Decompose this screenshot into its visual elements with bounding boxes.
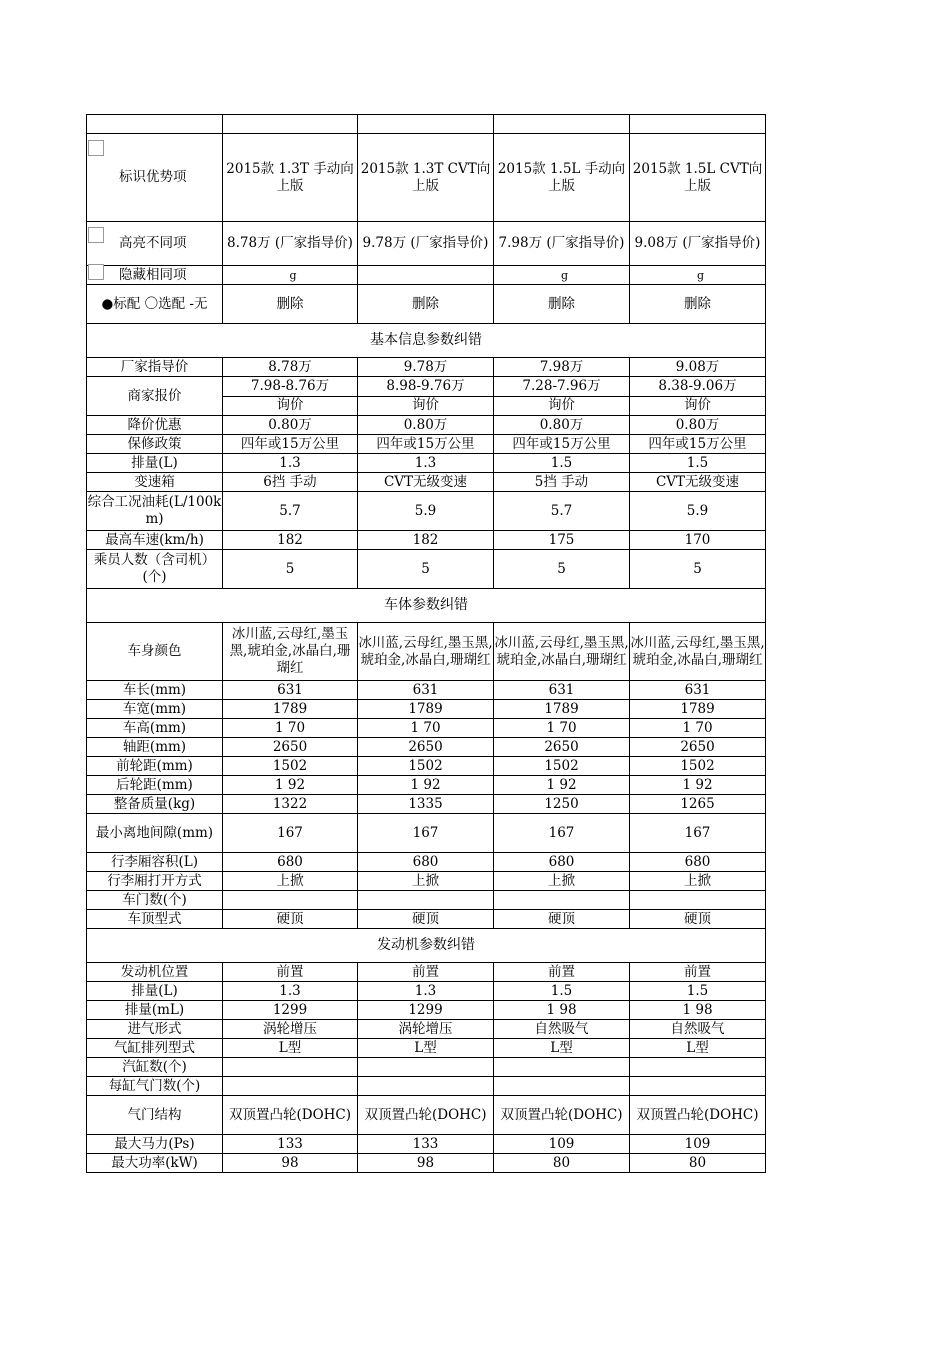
spec-value: 自然吸气	[630, 1020, 766, 1039]
model-price: 7.98万 (厂家指导价)	[494, 222, 630, 266]
spec-value: 1299	[358, 1001, 494, 1020]
spec-value: 109	[630, 1135, 766, 1154]
model-name: 2015款 1.5L CVT向上版	[630, 134, 766, 222]
spec-value: L型	[630, 1039, 766, 1058]
spec-value: 133	[223, 1135, 358, 1154]
blank-cell	[87, 115, 223, 134]
legend-label: ●标配 〇选配 -无	[87, 285, 223, 324]
spec-label: 车身颜色	[87, 623, 223, 681]
spec-label: 商家报价	[87, 377, 223, 416]
spec-row	[87, 1001, 766, 1020]
spec-value: 冰川蓝,云母红,墨玉黑,琥珀金,冰晶白,珊瑚红	[223, 623, 358, 681]
delete-button[interactable]: 删除	[494, 285, 630, 324]
model-name: 2015款 1.3T CVT向上版	[358, 134, 494, 222]
spec-label: 行李厢容积(L)	[87, 853, 223, 872]
spec-label: 气缸排列型式	[87, 1039, 223, 1058]
spec-value: 硬顶	[358, 910, 494, 929]
highlight-label-cell	[87, 222, 223, 266]
spec-row	[87, 795, 766, 814]
spec-label: 车长(mm)	[87, 681, 223, 700]
spec-value: 631	[223, 681, 358, 700]
spec-row	[87, 700, 766, 719]
spec-value: 1.5	[630, 982, 766, 1001]
highlight-checkbox[interactable]	[88, 227, 104, 243]
spec-row	[87, 1135, 766, 1154]
spec-value: 1502	[223, 757, 358, 776]
spec-value: 5	[223, 550, 358, 589]
spec-value: 1789	[223, 700, 358, 719]
inquiry-link[interactable]: 询价	[223, 396, 358, 416]
spec-value: 双顶置凸轮(DOHC)	[494, 1096, 630, 1135]
spec-label: 最大马力(Ps)	[87, 1135, 223, 1154]
spec-label: 排量(L)	[87, 454, 223, 473]
spec-value: 9.78万	[358, 358, 494, 377]
spec-value: 5	[494, 550, 630, 589]
spec-row	[87, 1039, 766, 1058]
spec-value: 四年或15万公里	[494, 435, 630, 454]
spec-row	[87, 358, 766, 377]
spec-value: 0.80万	[630, 416, 766, 435]
spec-value: 1299	[223, 1001, 358, 1020]
spec-value: 0.80万	[223, 416, 358, 435]
spec-label: 变速箱	[87, 473, 223, 492]
model-price: 8.78万 (厂家指导价)	[223, 222, 358, 266]
spec-value: 5.9	[358, 492, 494, 531]
blank-cell	[223, 115, 358, 134]
spec-value: 1789	[630, 700, 766, 719]
spec-value: 5	[630, 550, 766, 589]
spec-value	[630, 1077, 766, 1096]
spec-value: 前置	[358, 963, 494, 982]
spec-value: 631	[494, 681, 630, 700]
spec-value: 四年或15万公里	[630, 435, 766, 454]
spec-value: 硬顶	[494, 910, 630, 929]
spec-row	[87, 872, 766, 891]
spec-value	[630, 891, 766, 910]
spec-value: 冰川蓝,云母红,墨玉黑,琥珀金,冰晶白,珊瑚红	[358, 623, 494, 681]
spec-value: 5挡 手动	[494, 473, 630, 492]
hide-label: 隐藏相同项	[119, 266, 187, 283]
spec-value: 167	[494, 814, 630, 853]
spec-row	[87, 891, 766, 910]
spec-value: 1502	[358, 757, 494, 776]
spec-value: 硬顶	[223, 910, 358, 929]
spec-value: 1789	[494, 700, 630, 719]
spec-table	[86, 114, 766, 1173]
spec-value	[358, 1058, 494, 1077]
spec-value: 631	[630, 681, 766, 700]
delete-button[interactable]: 删除	[630, 285, 766, 324]
spec-label: 降价优惠	[87, 416, 223, 435]
inquiry-link[interactable]: 询价	[358, 396, 494, 416]
spec-value: 0.80万	[494, 416, 630, 435]
spec-value: 1 92	[630, 776, 766, 795]
model-name: 2015款 1.3T 手动向上版	[223, 134, 358, 222]
spec-value: 1 70	[630, 719, 766, 738]
spec-label: 前轮距(mm)	[87, 757, 223, 776]
spec-value: 涡轮增压	[358, 1020, 494, 1039]
spec-value: 680	[630, 853, 766, 872]
hide-same-checkbox[interactable]	[88, 264, 104, 280]
spec-row	[87, 454, 766, 473]
spec-label: 轴距(mm)	[87, 738, 223, 757]
spec-value: 1502	[494, 757, 630, 776]
spec-value: 上掀	[223, 872, 358, 891]
model-price: 9.78万 (厂家指导价)	[358, 222, 494, 266]
spec-value: 680	[494, 853, 630, 872]
hide-label-cell	[87, 266, 223, 285]
spec-row	[87, 738, 766, 757]
spec-row	[87, 1096, 766, 1135]
spec-value: 2650	[358, 738, 494, 757]
spec-value: 1322	[223, 795, 358, 814]
spec-label: 车顶型式	[87, 910, 223, 929]
spec-value: 2650	[223, 738, 358, 757]
model-name: 2015款 1.5L 手动向上版	[494, 134, 630, 222]
spec-row	[87, 623, 766, 681]
spec-value: 680	[223, 853, 358, 872]
spec-value: 前置	[223, 963, 358, 982]
spec-value	[358, 891, 494, 910]
spec-label: 最高车速(km/h)	[87, 531, 223, 550]
spec-value: 7.28-7.96万	[494, 377, 630, 397]
spec-label: 排量(L)	[87, 982, 223, 1001]
spec-label: 车门数(个)	[87, 891, 223, 910]
legend-row	[87, 285, 766, 324]
spec-value: 前置	[630, 963, 766, 982]
spec-value: CVT无级变速	[358, 473, 494, 492]
spec-value	[494, 1058, 630, 1077]
highlight-label: 高亮不同项	[119, 235, 187, 251]
spec-value: 167	[358, 814, 494, 853]
section-title: 发动机参数纠错	[87, 929, 766, 963]
spec-label: 每缸气门数(个)	[87, 1077, 223, 1096]
spec-value: 5.7	[494, 492, 630, 531]
delete-button[interactable]: 删除	[358, 285, 494, 324]
spec-label: 气门结构	[87, 1096, 223, 1135]
spec-value: 1.5	[494, 982, 630, 1001]
spec-row	[87, 776, 766, 795]
model-mark: g	[223, 266, 358, 285]
spec-row	[87, 416, 766, 435]
spec-label: 综合工况油耗(L/100km)	[87, 492, 223, 531]
spec-value: 680	[358, 853, 494, 872]
spec-value: 1.5	[494, 454, 630, 473]
spec-value: 8.38-9.06万	[630, 377, 766, 397]
spec-value	[494, 1077, 630, 1096]
advantage-label-cell	[87, 134, 223, 222]
spec-row	[87, 1077, 766, 1096]
spec-row	[87, 1058, 766, 1077]
spec-value: 98	[223, 1154, 358, 1173]
spec-value: 1.3	[223, 454, 358, 473]
spec-value	[223, 891, 358, 910]
model-price-row	[87, 222, 766, 266]
top-blank-row	[87, 115, 766, 134]
spec-value: 7.98万	[494, 358, 630, 377]
spec-value: 0.80万	[358, 416, 494, 435]
spec-value: 上掀	[358, 872, 494, 891]
section-title: 车体参数纠错	[87, 589, 766, 623]
spec-row	[87, 814, 766, 853]
spec-row	[87, 377, 766, 397]
spec-value: 自然吸气	[494, 1020, 630, 1039]
spec-label: 保修政策	[87, 435, 223, 454]
section-title: 基本信息参数纠错	[87, 324, 766, 358]
spec-label: 乘员人数（含司机）(个)	[87, 550, 223, 589]
blank-cell	[358, 115, 494, 134]
spec-label: 排量(mL)	[87, 1001, 223, 1020]
section-header-row	[87, 929, 766, 963]
spec-row	[87, 757, 766, 776]
spec-label: 进气形式	[87, 1020, 223, 1039]
spec-value: 631	[358, 681, 494, 700]
spec-value: 5.7	[223, 492, 358, 531]
spec-value: 上掀	[630, 872, 766, 891]
spec-value: 1.3	[358, 982, 494, 1001]
spec-row	[87, 1154, 766, 1173]
spec-label: 车高(mm)	[87, 719, 223, 738]
spec-value	[223, 1077, 358, 1096]
inquiry-link[interactable]: 询价	[494, 396, 630, 416]
spec-label: 后轮距(mm)	[87, 776, 223, 795]
delete-button[interactable]: 删除	[223, 285, 358, 324]
spec-value: 双顶置凸轮(DOHC)	[630, 1096, 766, 1135]
spec-value: 80	[494, 1154, 630, 1173]
spec-value: 1789	[358, 700, 494, 719]
spec-label: 厂家指导价	[87, 358, 223, 377]
spec-value	[223, 1058, 358, 1077]
spec-label: 最大功率(kW)	[87, 1154, 223, 1173]
spec-value: 7.98-8.76万	[223, 377, 358, 397]
spec-row	[87, 719, 766, 738]
spec-value: 133	[358, 1135, 494, 1154]
spec-label: 最小离地间隙(mm)	[87, 814, 223, 853]
spec-row	[87, 531, 766, 550]
spec-value: 170	[630, 531, 766, 550]
model-mark: g	[630, 266, 766, 285]
advantage-label: 标识优势项	[119, 169, 187, 185]
spec-value: 1.5	[630, 454, 766, 473]
spec-value: 1 92	[494, 776, 630, 795]
section-header-row	[87, 324, 766, 358]
spec-value: 2650	[630, 738, 766, 757]
spec-row	[87, 473, 766, 492]
spec-value: 6挡 手动	[223, 473, 358, 492]
section-header-row	[87, 589, 766, 623]
spec-value: 1 70	[494, 719, 630, 738]
spec-label: 行李厢打开方式	[87, 872, 223, 891]
spec-row	[87, 1020, 766, 1039]
inquiry-link[interactable]: 询价	[630, 396, 766, 416]
blank-cell	[630, 115, 766, 134]
spec-value: 5.9	[630, 492, 766, 531]
spec-value: 硬顶	[630, 910, 766, 929]
spec-value: 182	[223, 531, 358, 550]
spec-value: 四年或15万公里	[223, 435, 358, 454]
spec-value: 1 70	[223, 719, 358, 738]
spec-value: 98	[358, 1154, 494, 1173]
spec-value: 涡轮增压	[223, 1020, 358, 1039]
spec-value: 109	[494, 1135, 630, 1154]
spec-label: 车宽(mm)	[87, 700, 223, 719]
spec-label: 整备质量(kg)	[87, 795, 223, 814]
spec-row	[87, 910, 766, 929]
spec-value: 1 98	[494, 1001, 630, 1020]
blank-cell	[494, 115, 630, 134]
spec-value: 四年或15万公里	[358, 435, 494, 454]
spec-row	[87, 963, 766, 982]
spec-value: 双顶置凸轮(DOHC)	[358, 1096, 494, 1135]
spec-row	[87, 550, 766, 589]
spec-value: 167	[630, 814, 766, 853]
spec-value: 1250	[494, 795, 630, 814]
hide-same-row	[87, 266, 766, 285]
spec-value: 1502	[630, 757, 766, 776]
spec-value: CVT无级变速	[630, 473, 766, 492]
spec-value: 双顶置凸轮(DOHC)	[223, 1096, 358, 1135]
model-mark	[358, 266, 494, 285]
spec-value: 1 98	[630, 1001, 766, 1020]
spec-value: 8.78万	[223, 358, 358, 377]
spec-value	[358, 1077, 494, 1096]
spec-label: 汽缸数(个)	[87, 1058, 223, 1077]
model-price: 9.08万 (厂家指导价)	[630, 222, 766, 266]
spec-row	[87, 492, 766, 531]
spec-value: 1 92	[223, 776, 358, 795]
spec-value: 冰川蓝,云母红,墨玉黑,琥珀金,冰晶白,珊瑚红	[630, 623, 766, 681]
spec-value: 2650	[494, 738, 630, 757]
spec-value: 175	[494, 531, 630, 550]
advantage-checkbox[interactable]	[88, 140, 104, 156]
spec-value: 1.3	[223, 982, 358, 1001]
spec-row	[87, 681, 766, 700]
spec-value: 182	[358, 531, 494, 550]
spec-value: 167	[223, 814, 358, 853]
spec-value: 1335	[358, 795, 494, 814]
spec-value: 1.3	[358, 454, 494, 473]
spec-row	[87, 435, 766, 454]
spec-value: 1 92	[358, 776, 494, 795]
spec-value: L型	[494, 1039, 630, 1058]
spec-value	[494, 891, 630, 910]
spec-value: 前置	[494, 963, 630, 982]
spec-value: L型	[223, 1039, 358, 1058]
spec-value: 9.08万	[630, 358, 766, 377]
spec-value: 冰川蓝,云母红,墨玉黑,琥珀金,冰晶白,珊瑚红	[494, 623, 630, 681]
spec-value: L型	[358, 1039, 494, 1058]
spec-value: 1 70	[358, 719, 494, 738]
spec-row	[87, 853, 766, 872]
spec-value	[630, 1058, 766, 1077]
model-mark: g	[494, 266, 630, 285]
spec-value: 80	[630, 1154, 766, 1173]
spec-value: 8.98-9.76万	[358, 377, 494, 397]
spec-row	[87, 982, 766, 1001]
spec-value: 上掀	[494, 872, 630, 891]
spec-value: 1265	[630, 795, 766, 814]
spec-value: 5	[358, 550, 494, 589]
model-name-row	[87, 134, 766, 222]
spec-label: 发动机位置	[87, 963, 223, 982]
